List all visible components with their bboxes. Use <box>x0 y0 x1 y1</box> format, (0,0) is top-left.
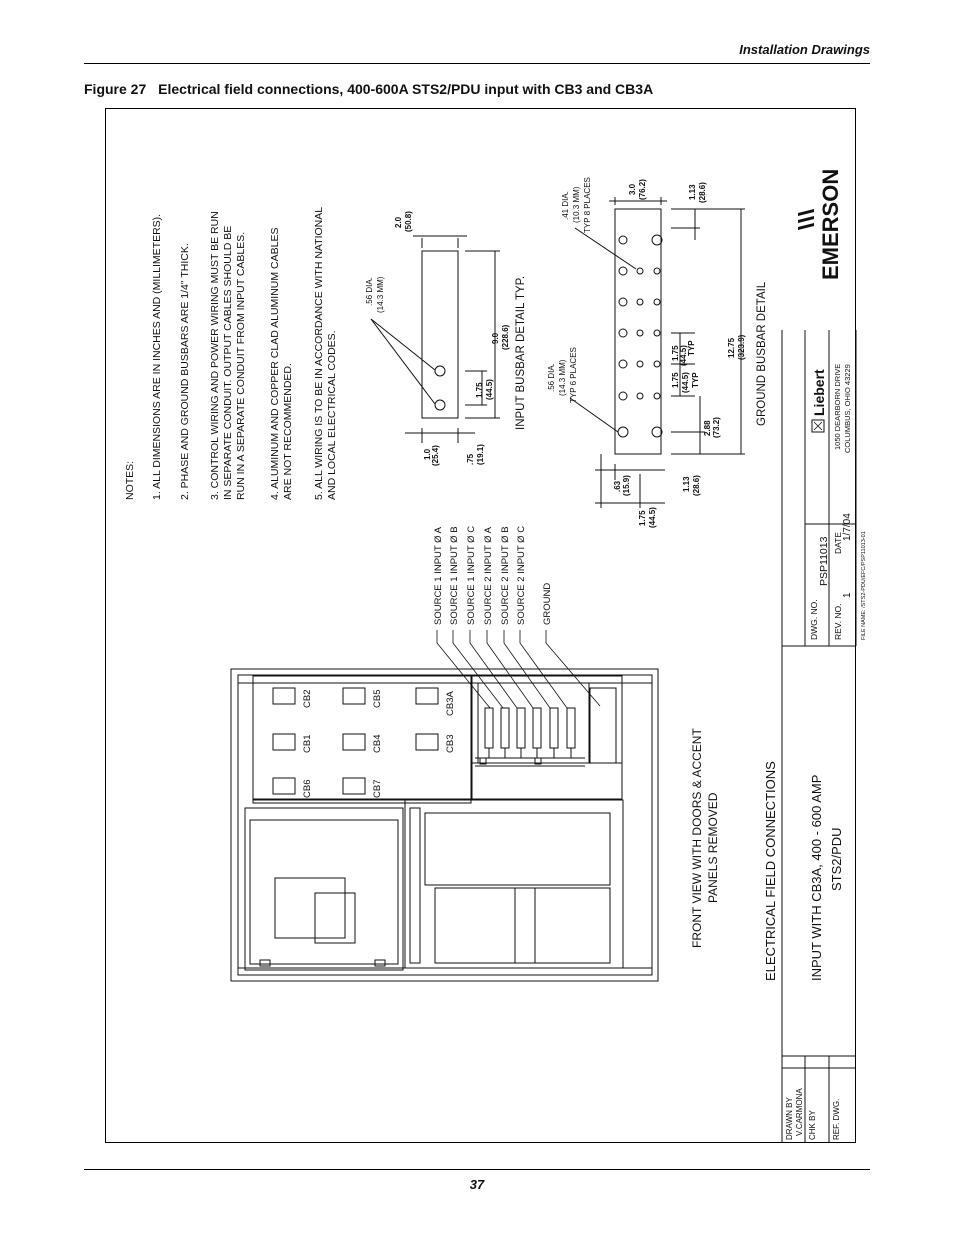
dim-label: .63 <box>613 480 622 492</box>
ref-dwg-label: REF. DWG. <box>832 1098 841 1140</box>
drawn-by-value: V.CARMONA <box>795 1088 804 1136</box>
connection-label: SOURCE 1 INPUT Ø C <box>466 525 477 625</box>
input-busbar-caption: INPUT BUSBAR DETAIL TYP. <box>515 275 527 430</box>
dim-label: TYP <box>687 340 696 356</box>
breaker-label-cb2: CB2 <box>302 689 313 708</box>
dim-label: (44.5) <box>681 372 690 393</box>
emerson-logo <box>798 169 843 280</box>
dim-label: (44.5) <box>485 379 494 400</box>
date-value: 1/7/04 <box>842 513 853 541</box>
dim-label: 1.75 <box>475 382 484 398</box>
breaker-labels <box>302 690 456 798</box>
dim-label: 3.0 <box>628 183 637 195</box>
ground-busbar-detail <box>570 197 745 508</box>
note-line: IN SEPARATE CONDUIT. OUTPUT CABLES SHOULD BE <box>222 225 234 500</box>
dim-label: 1.13 <box>688 184 697 200</box>
dwg-no-value: PSP11013 <box>818 536 830 586</box>
connection-label: SOURCE 2 INPUT Ø C <box>516 525 527 625</box>
note-line: 2. PHASE AND GROUND BUSBARS ARE 1/4" THICK. <box>179 243 191 500</box>
breaker-label-cb6: CB6 <box>302 779 313 798</box>
note-line: 4. ALUMINUM AND COPPER CLAD ALUMINUM CABLES <box>269 227 281 500</box>
drawn-by-label: DRAWN BY <box>785 1097 794 1140</box>
note-line: 3. CONTROL WIRING AND POWER WIRING MUST BE RUN <box>209 211 221 500</box>
liebert-logo <box>811 369 827 432</box>
title-block-text <box>763 169 867 1140</box>
header-rule <box>84 63 870 64</box>
connection-labels <box>433 526 553 625</box>
dim-label: (25.4) <box>431 445 440 466</box>
page-number: 37 <box>469 1177 485 1192</box>
dim-label: (73.2) <box>712 417 721 438</box>
dim-label: (50.8) <box>404 211 413 232</box>
dim-label: 1.75 <box>638 510 647 526</box>
breaker-label-cb1: CB1 <box>302 734 313 753</box>
note-line: 5. ALL WIRING IS TO BE IN ACCORDANCE WITH NATIONAL <box>313 206 325 500</box>
dim-label: (28.6) <box>698 182 707 203</box>
page-header-section: Installation Drawings <box>739 42 870 57</box>
ground-busbar-labels <box>547 177 768 528</box>
dim-label: (15.9) <box>622 475 631 496</box>
liebert-wordmark: Liebert <box>811 369 827 416</box>
dim-label: 1.75 <box>671 372 680 388</box>
front-view-caption-line: PANELS REMOVED <box>706 792 720 903</box>
dim-label: 2.0 <box>394 216 403 228</box>
ground-small-hole-count: TYP 8 PLACES <box>583 177 592 233</box>
dim-label: 9.0 <box>491 332 500 344</box>
dim-label: 1.13 <box>682 476 691 492</box>
dim-label: (76.2) <box>638 179 647 200</box>
ground-large-hole-dia: .56 DIA. <box>547 363 556 392</box>
notes-block <box>124 207 338 500</box>
dim-label: 12.75 <box>727 337 736 358</box>
drawing-title-line: STS2/PDU <box>829 827 844 891</box>
engineering-drawing <box>105 108 867 1143</box>
drawing-title-line: INPUT WITH CB3A, 400 - 600 AMP <box>809 774 824 981</box>
figure-number: Figure 27 <box>84 81 147 97</box>
note-line: 1. ALL DIMENSIONS ARE IN INCHES AND (MILLIMETERS). <box>151 213 163 500</box>
figure-caption: Electrical field connections, 400-600A STS2/PDU input with CB3 and CB3A <box>158 81 654 97</box>
dim-label: (228.6) <box>501 324 510 350</box>
input-busbar-labels <box>365 211 527 466</box>
ground-large-hole-mm: (14.3 MM) <box>558 359 567 396</box>
input-hole-dia: .56 DIA. <box>365 277 374 306</box>
footer-rule <box>84 1169 870 1170</box>
connection-label: SOURCE 1 INPUT Ø B <box>449 526 460 625</box>
rev-label: REV. NO. <box>833 603 843 640</box>
ground-large-hole-count: TYP 6 PLACES <box>569 347 578 403</box>
file-name: FILE NAME: /STS2-PDU/EFC/PSP11013-01 <box>861 531 867 640</box>
emerson-wordmark: EMERSON <box>818 168 843 280</box>
address-line: COLUMBUS, OHIO 43229 <box>843 364 852 453</box>
breaker-label-cb4: CB4 <box>372 734 383 753</box>
rev-value: 1 <box>842 592 853 598</box>
dwg-no-label: DWG. NO. <box>809 599 819 640</box>
chk-by-label: CHK BY <box>808 1110 817 1140</box>
dim-label: .75 <box>466 453 475 465</box>
breaker-label-cb5: CB5 <box>372 689 383 708</box>
front-view-caption-line: FRONT VIEW WITH DOORS & ACCENT <box>690 728 704 948</box>
breaker-label-cb3a: CB3A <box>445 691 456 716</box>
dim-label: 1.0 <box>423 448 432 460</box>
ground-small-hole-dia: .41 DIA. <box>561 191 570 220</box>
note-line: AND LOCAL ELECTRICAL CODES. <box>326 330 338 500</box>
drawing-title-line: ELECTRICAL FIELD CONNECTIONS <box>763 761 778 981</box>
front-view-caption <box>690 728 720 948</box>
dim-label: (28.6) <box>692 475 701 496</box>
connection-label: SOURCE 1 INPUT Ø A <box>433 526 444 625</box>
dim-label: 2.88 <box>703 420 712 436</box>
connection-label: SOURCE 2 INPUT Ø B <box>500 526 511 625</box>
breaker-label-cb7: CB7 <box>372 779 383 798</box>
dim-label: (323.9) <box>737 334 746 360</box>
dim-label: (44.5) <box>648 507 657 528</box>
connection-label: GROUND <box>542 582 553 625</box>
address-line: 1050 DEARBORN DRIVE <box>833 363 842 450</box>
input-busbar-detail <box>371 236 500 443</box>
input-hole-mm: (14.3 MM) <box>376 276 385 313</box>
ground-busbar-caption: GROUND BUSBAR DETAIL <box>756 281 768 426</box>
figure-title <box>84 81 653 97</box>
breaker-label-cb3: CB3 <box>445 734 456 753</box>
dim-label: 1.75 <box>671 345 680 361</box>
connection-label: SOURCE 2 INPUT Ø A <box>483 526 494 625</box>
dim-label: (44.5) <box>679 345 688 366</box>
notes-heading: NOTES: <box>124 460 136 500</box>
date-label: DATE <box>833 531 843 554</box>
dim-label: TYP <box>691 372 700 388</box>
note-line: ARE NOT RECOMMENDED. <box>282 363 294 500</box>
dim-label: (19.1) <box>476 444 485 465</box>
ground-small-hole-mm: (10.3 MM) <box>572 186 581 223</box>
note-line: RUN IN A SEPARATE CONDUIT FROM INPUT CABLES. <box>235 231 247 500</box>
